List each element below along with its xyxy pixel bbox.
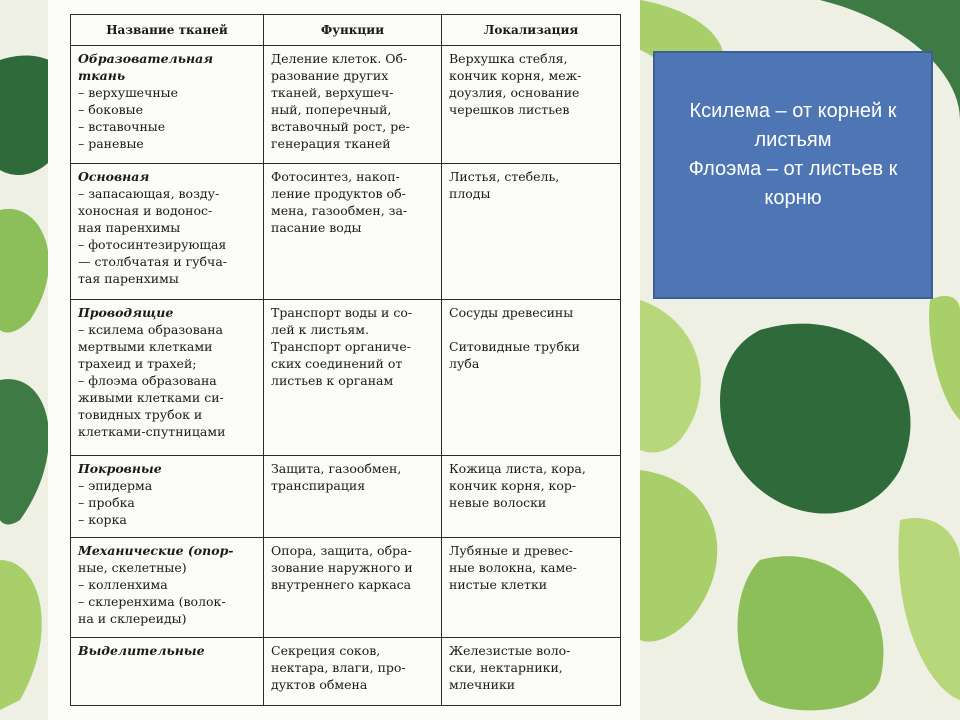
cell-name: [71, 638, 264, 706]
tissue-type-title: Основная: [78, 169, 150, 184]
cell-line: кончик корня, меж-: [449, 68, 582, 83]
cell-location: [442, 456, 621, 538]
cell-location: [442, 164, 621, 300]
cell-line: Ситовидные трубки: [449, 339, 580, 354]
cell-line: дуктов обмена: [271, 677, 368, 692]
cell-location: [442, 300, 621, 456]
cell-line: генерация тканей: [271, 136, 391, 151]
table-row: [71, 46, 621, 164]
tissue-type-title: Механические (опор-: [78, 543, 234, 558]
cell-functions: [264, 538, 442, 638]
cell-line: ткань: [78, 68, 126, 83]
cell-name: [71, 538, 264, 638]
table-header-row: [71, 15, 621, 46]
cell-line: зование наружного и: [271, 560, 413, 575]
cell-name: [71, 456, 264, 538]
cell-functions: [264, 164, 442, 300]
cell-line: ные, скелетные): [78, 560, 187, 575]
cell-line: тая паренхимы: [78, 271, 179, 286]
cell-line: на и склереиды): [78, 611, 187, 626]
cell-line: трахеид и трахей;: [78, 356, 197, 371]
cell-line: мертвыми клетками: [78, 339, 213, 354]
cell-line: нектара, влаги, про-: [271, 660, 406, 675]
cell-line: Защита, газообмен,: [271, 461, 402, 476]
table-row: [71, 638, 621, 706]
cell-line: Сосуды древесины: [449, 305, 574, 320]
cell-line: – верхушечные: [78, 85, 179, 100]
cell-functions: [264, 456, 442, 538]
column-header-functions: Функции: [264, 15, 442, 46]
cell-location: [442, 538, 621, 638]
column-header-location: Локализация: [442, 15, 621, 46]
cell-functions: [264, 300, 442, 456]
cell-line: Фотосинтез, накоп-: [271, 169, 400, 184]
cell-line: транспирация: [271, 478, 366, 493]
cell-location: [442, 46, 621, 164]
tissue-type-title: Образовательная: [78, 51, 214, 66]
table-row: [71, 456, 621, 538]
cell-line: – колленхима: [78, 577, 168, 592]
tissue-type-title: Покровные: [78, 461, 162, 476]
cell-name: [71, 46, 264, 164]
cell-line: Железистые воло-: [449, 643, 571, 658]
cell-line: – ксилема образована: [78, 322, 223, 337]
column-header-name: Название тканей: [71, 15, 264, 46]
cell-location: [442, 638, 621, 706]
cell-line: внутреннего каркаса: [271, 577, 412, 592]
cell-line: – фотосинтезирующая: [78, 237, 227, 252]
cell-line: живыми клетками си-: [78, 390, 224, 405]
table-row: [71, 300, 621, 456]
cell-line: листьев к органам: [271, 373, 394, 388]
cell-line: Верхушка стебля,: [449, 51, 568, 66]
cell-line: тканей, верхушеч-: [271, 85, 394, 100]
cell-line: ских соединений от: [271, 356, 403, 371]
cell-line: Транспорт органиче-: [271, 339, 411, 354]
cell-line: [449, 321, 614, 338]
cell-line: Деление клеток. Об-: [271, 51, 408, 66]
cell-line: мена, газообмен, за-: [271, 203, 408, 218]
note-line: листьям: [754, 129, 832, 151]
note-line: корню: [764, 187, 822, 209]
cell-line: Транспорт воды и со-: [271, 305, 413, 320]
cell-line: ные волокна, каме-: [449, 560, 577, 575]
cell-line: невые волоски: [449, 495, 547, 510]
cell-line: – вставочные: [78, 119, 166, 134]
tissue-type-title: Проводящие: [78, 305, 174, 320]
cell-line: – запасающая, возду-: [78, 186, 220, 201]
cell-line: плоды: [449, 186, 491, 201]
cell-line: товидных трубок и: [78, 407, 203, 422]
cell-line: ная паренхимы: [78, 220, 181, 235]
cell-line: ный, поперечный,: [271, 102, 392, 117]
cell-name: [71, 164, 264, 300]
cell-line: Опора, защита, обра-: [271, 543, 412, 558]
tissue-table: [70, 14, 621, 706]
cell-line: Листья, стебель,: [449, 169, 560, 184]
cell-line: – раневые: [78, 136, 144, 151]
cell-line: – эпидерма: [78, 478, 153, 493]
cell-line: доузлия, основание: [449, 85, 580, 100]
cell-line: хоносная и водонос-: [78, 203, 213, 218]
cell-line: черешков листьев: [449, 102, 570, 117]
cell-line: лей к листьям.: [271, 322, 370, 337]
cell-line: – корка: [78, 512, 127, 527]
cell-functions: [264, 638, 442, 706]
cell-line: млечники: [449, 677, 516, 692]
cell-line: – склеренхима (волок-: [78, 594, 226, 609]
cell-line: Лубяные и древес-: [449, 543, 573, 558]
cell-functions: [264, 46, 442, 164]
cell-line: ски, нектарники,: [449, 660, 563, 675]
cell-line: клетками-спутницами: [78, 424, 226, 439]
table-row: [71, 164, 621, 300]
cell-line: нистые клетки: [449, 577, 548, 592]
cell-line: Секреция соков,: [271, 643, 381, 658]
cell-line: – флоэма образована: [78, 373, 217, 388]
cell-line: вставочный рост, ре-: [271, 119, 410, 134]
cell-line: луба: [449, 356, 480, 371]
cell-line: – пробка: [78, 495, 135, 510]
cell-line: — столбчатая и губча-: [78, 254, 227, 269]
table-row: [71, 538, 621, 638]
cell-line: кончик корня, кор-: [449, 478, 577, 493]
note-line: Ксилема – от корней к: [689, 100, 897, 122]
cell-line: Кожица листа, кора,: [449, 461, 586, 476]
cell-name: [71, 300, 264, 456]
cell-line: ление продуктов об-: [271, 186, 406, 201]
cell-line: разование других: [271, 68, 389, 83]
xylem-phloem-note: [653, 51, 933, 299]
cell-line: – боковые: [78, 102, 143, 117]
tissue-type-title: Выделительные: [78, 643, 205, 658]
note-line: Флоэма – от листьев к: [688, 158, 898, 180]
cell-line: пасание воды: [271, 220, 362, 235]
